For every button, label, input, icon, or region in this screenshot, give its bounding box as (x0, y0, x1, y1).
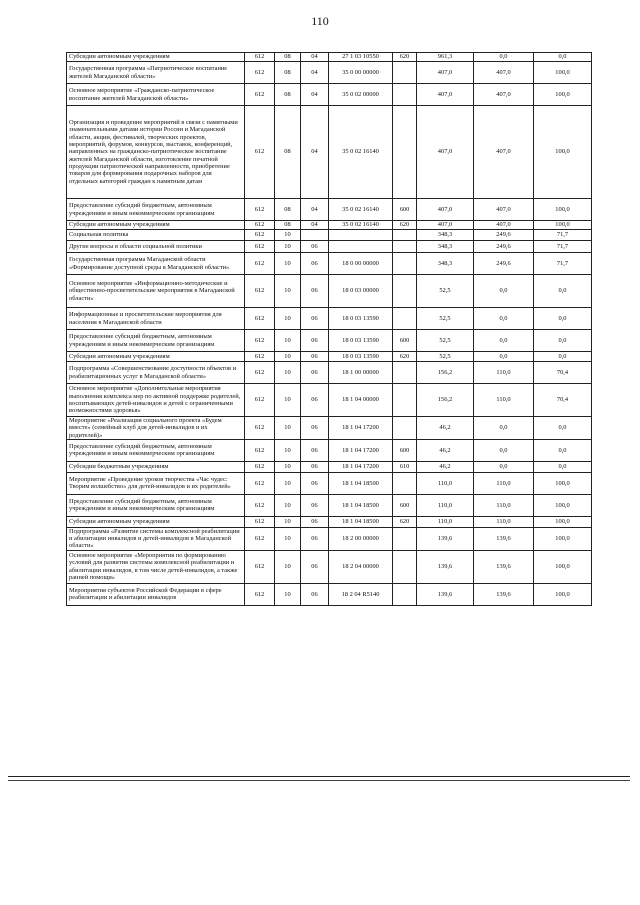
cell-name: Предоставление субсидий бюджетным, автономным учреждениям и иным некоммерческим организациям (67, 330, 245, 352)
table-row (67, 230, 592, 241)
cell-ved: 612 (245, 352, 275, 362)
cell-percent: 0,0 (534, 275, 592, 308)
table-row (67, 106, 592, 199)
cell-fact: 407,0 (474, 62, 534, 84)
cell-pr: 06 (301, 472, 329, 494)
table-row (67, 221, 592, 230)
cell-csr: 35 0 02 16140 (329, 199, 393, 221)
cell-pr: 04 (301, 53, 329, 62)
cell-ved: 612 (245, 362, 275, 384)
cell-percent: 70,4 (534, 362, 592, 384)
cell-fact: 110,0 (474, 362, 534, 384)
cell-pr: 06 (301, 241, 329, 253)
cell-pr: 04 (301, 199, 329, 221)
table-row (67, 417, 592, 440)
cell-csr: 18 1 04 17200 (329, 461, 393, 472)
cell-vr (393, 583, 417, 605)
cell-pr: 06 (301, 352, 329, 362)
cell-plan: 110,0 (417, 516, 474, 527)
cell-vr (393, 62, 417, 84)
cell-ved: 612 (245, 308, 275, 330)
cell-pr: 04 (301, 62, 329, 84)
cell-name: Субсидии бюджетным учреждениям (67, 461, 245, 472)
cell-csr: 18 2 00 00000 (329, 527, 393, 550)
cell-vr (393, 230, 417, 241)
cell-name: Субсидии автономным учреждениям (67, 352, 245, 362)
cell-plan: 46,2 (417, 461, 474, 472)
cell-rz: 08 (275, 53, 301, 62)
cell-percent: 100,0 (534, 84, 592, 106)
cell-vr: 600 (393, 199, 417, 221)
cell-vr (393, 550, 417, 583)
cell-name: Субсидии автономным учреждениям (67, 221, 245, 230)
cell-plan: 110,0 (417, 472, 474, 494)
cell-fact: 110,0 (474, 516, 534, 527)
cell-pr: 06 (301, 253, 329, 275)
cell-name: Предоставление субсидий бюджетным, автономным учреждениям и иным некоммерческим организациям (67, 199, 245, 221)
cell-name: Информационные и просветительские мероприятия для населения в Магаданской области (67, 308, 245, 330)
cell-csr: 18 0 00 00000 (329, 253, 393, 275)
cell-ved: 612 (245, 494, 275, 516)
cell-rz: 08 (275, 62, 301, 84)
cell-pr: 04 (301, 106, 329, 199)
cell-percent: 71,7 (534, 230, 592, 241)
cell-plan: 110,0 (417, 494, 474, 516)
table-row (67, 62, 592, 84)
cell-percent: 0,0 (534, 417, 592, 440)
table-row (67, 439, 592, 461)
cell-name: Основное мероприятие «Мероприятия по формированию условий для развития системы комплексной реабилитации и абилитации инвалидов, в том числе детей-инвалидов, а также ранней помощи» (67, 550, 245, 583)
cell-csr: 18 1 04 00000 (329, 384, 393, 417)
cell-name: Другие вопросы в области социальной политики (67, 241, 245, 253)
cell-ved: 612 (245, 550, 275, 583)
cell-pr (301, 230, 329, 241)
cell-pr: 06 (301, 384, 329, 417)
cell-name: Предоставление субсидий бюджетным, автономным учреждениям и иным некоммерческим организациям (67, 494, 245, 516)
cell-fact: 110,0 (474, 494, 534, 516)
cell-pr: 06 (301, 516, 329, 527)
cell-csr: 18 1 04 18500 (329, 516, 393, 527)
cell-plan: 348,3 (417, 253, 474, 275)
cell-percent: 0,0 (534, 53, 592, 62)
cell-percent: 0,0 (534, 330, 592, 352)
cell-plan: 139,6 (417, 583, 474, 605)
cell-percent: 71,7 (534, 253, 592, 275)
table-row (67, 494, 592, 516)
cell-rz: 10 (275, 352, 301, 362)
cell-vr: 620 (393, 53, 417, 62)
cell-plan: 348,3 (417, 230, 474, 241)
cell-vr: 610 (393, 461, 417, 472)
cell-ved: 612 (245, 106, 275, 199)
cell-vr (393, 362, 417, 384)
cell-plan: 407,0 (417, 62, 474, 84)
cell-pr: 06 (301, 439, 329, 461)
cell-fact: 249,6 (474, 253, 534, 275)
table-row (67, 308, 592, 330)
footer-rule (8, 776, 630, 777)
cell-csr: 18 2 04 00000 (329, 550, 393, 583)
cell-name: Основное мероприятие «Дополнительные мероприятия выполнения комплекса мер по активной поддержке родителей, воспитывающих детей-инвалидов и детей с ограниченными возможностями здоровья» (67, 384, 245, 417)
cell-plan: 156,2 (417, 362, 474, 384)
cell-rz: 08 (275, 84, 301, 106)
cell-fact: 139,6 (474, 583, 534, 605)
cell-rz: 10 (275, 275, 301, 308)
table-row (67, 472, 592, 494)
cell-percent: 100,0 (534, 106, 592, 199)
table-row (67, 330, 592, 352)
cell-csr: 18 1 04 17200 (329, 417, 393, 440)
table-row (67, 384, 592, 417)
cell-rz: 10 (275, 330, 301, 352)
cell-fact: 139,6 (474, 550, 534, 583)
cell-ved: 612 (245, 384, 275, 417)
cell-rz: 10 (275, 583, 301, 605)
cell-rz: 10 (275, 308, 301, 330)
cell-csr: 27 1 03 10550 (329, 53, 393, 62)
cell-plan: 52,5 (417, 275, 474, 308)
cell-vr (393, 527, 417, 550)
cell-percent: 71,7 (534, 241, 592, 253)
cell-ved: 612 (245, 253, 275, 275)
cell-name: Организация и проведение мероприятий в связи с памятными знаменательными датами истории России и Магаданской области, акции, фестивалей, творческих проектов, мероприятий, форумов, конкурсов, выставок, конференций, направленных на гражданско-патриотическое воспитание жителей Магаданской области, изготовление печатной продукции патриотической направленности, приобретение товаров для формирования подарочных наборов для отдельных категорий граждан к памятным датам (67, 106, 245, 199)
cell-percent: 70,4 (534, 384, 592, 417)
cell-csr (329, 241, 393, 253)
table-row (67, 550, 592, 583)
table-row (67, 199, 592, 221)
cell-ved: 612 (245, 472, 275, 494)
cell-vr (393, 308, 417, 330)
cell-fact: 110,0 (474, 384, 534, 417)
cell-pr: 06 (301, 461, 329, 472)
cell-ved: 612 (245, 62, 275, 84)
cell-rz: 10 (275, 362, 301, 384)
table-row (67, 527, 592, 550)
cell-rz: 10 (275, 253, 301, 275)
cell-name: Государственная программа Магаданской области «Формирование доступной среды в Магаданской области» (67, 253, 245, 275)
cell-percent: 100,0 (534, 550, 592, 583)
cell-name: Предоставление субсидий бюджетным, автономным учреждениям и иным некоммерческим организациям (67, 439, 245, 461)
cell-name: Основное мероприятие «Информационно-методические и общественно-просветительские мероприятия в Магаданской области» (67, 275, 245, 308)
table-row (67, 516, 592, 527)
cell-plan: 52,5 (417, 330, 474, 352)
table-row (67, 241, 592, 253)
cell-plan: 139,6 (417, 550, 474, 583)
cell-plan: 961,3 (417, 53, 474, 62)
cell-ved: 612 (245, 230, 275, 241)
cell-fact: 0,0 (474, 308, 534, 330)
cell-pr: 06 (301, 308, 329, 330)
cell-vr (393, 472, 417, 494)
cell-plan: 407,0 (417, 84, 474, 106)
cell-vr: 600 (393, 494, 417, 516)
table-row (67, 84, 592, 106)
cell-plan: 407,0 (417, 106, 474, 199)
cell-rz: 10 (275, 550, 301, 583)
cell-rz: 10 (275, 417, 301, 440)
cell-ved: 612 (245, 516, 275, 527)
page-number: 110 (311, 14, 329, 28)
cell-csr: 35 0 02 00000 (329, 84, 393, 106)
cell-vr (393, 106, 417, 199)
cell-plan: 407,0 (417, 221, 474, 230)
cell-pr: 06 (301, 330, 329, 352)
cell-csr: 35 0 02 16140 (329, 106, 393, 199)
cell-csr: 18 1 00 00000 (329, 362, 393, 384)
cell-vr: 600 (393, 439, 417, 461)
cell-fact: 0,0 (474, 275, 534, 308)
cell-pr: 06 (301, 494, 329, 516)
cell-fact: 139,6 (474, 527, 534, 550)
cell-percent: 100,0 (534, 583, 592, 605)
cell-vr: 600 (393, 330, 417, 352)
cell-plan: 348,3 (417, 241, 474, 253)
cell-pr: 04 (301, 84, 329, 106)
cell-plan: 139,6 (417, 527, 474, 550)
cell-pr: 06 (301, 417, 329, 440)
cell-name: Подпрограмма «Развитие системы комплексной реабилитации и абилитации инвалидов и детей-инвалидов в Магаданской области» (67, 527, 245, 550)
cell-percent: 100,0 (534, 62, 592, 84)
cell-pr: 06 (301, 362, 329, 384)
cell-vr (393, 253, 417, 275)
cell-plan: 46,2 (417, 439, 474, 461)
cell-rz: 10 (275, 516, 301, 527)
cell-percent: 100,0 (534, 516, 592, 527)
cell-pr: 04 (301, 221, 329, 230)
cell-name: Государственная программа «Патриотическое воспитание жителей Магаданской области» (67, 62, 245, 84)
cell-percent: 100,0 (534, 527, 592, 550)
cell-csr: 35 0 00 00000 (329, 62, 393, 84)
cell-rz: 08 (275, 106, 301, 199)
cell-rz: 10 (275, 384, 301, 417)
cell-ved: 612 (245, 330, 275, 352)
table-row (67, 362, 592, 384)
cell-percent: 0,0 (534, 308, 592, 330)
cell-name: Основное мероприятие «Гражданско-патриотическое воспитание жителей Магаданской области» (67, 84, 245, 106)
cell-vr: 620 (393, 516, 417, 527)
cell-name: Социальная политика (67, 230, 245, 241)
cell-csr: 18 0 03 13590 (329, 330, 393, 352)
cell-csr: 18 1 04 18500 (329, 472, 393, 494)
cell-rz: 10 (275, 527, 301, 550)
cell-ved: 612 (245, 417, 275, 440)
cell-plan: 52,5 (417, 352, 474, 362)
cell-plan: 156,2 (417, 384, 474, 417)
cell-rz: 10 (275, 461, 301, 472)
cell-fact: 249,6 (474, 230, 534, 241)
cell-name: Мероприятие «Проведение уроков творчества «Час чудес: Творим волшебство» для детей-инвалидов и их родителей» (67, 472, 245, 494)
cell-name: Субсидии автономным учреждениям (67, 516, 245, 527)
cell-rz: 10 (275, 472, 301, 494)
cell-fact: 0,0 (474, 330, 534, 352)
cell-percent: 0,0 (534, 461, 592, 472)
cell-percent: 0,0 (534, 352, 592, 362)
cell-name: Мероприятия субъектов Российской Федерации в сфере реабилитации и абилитации инвалидов (67, 583, 245, 605)
cell-fact: 249,6 (474, 241, 534, 253)
table-row (67, 583, 592, 605)
cell-vr: 620 (393, 352, 417, 362)
cell-percent: 100,0 (534, 472, 592, 494)
cell-percent: 0,0 (534, 439, 592, 461)
cell-csr: 18 1 04 18500 (329, 494, 393, 516)
cell-rz: 08 (275, 199, 301, 221)
cell-percent: 100,0 (534, 494, 592, 516)
cell-name: Подпрограмма «Совершенствование доступности объектов и реабилитационных услуг в Магаданской области» (67, 362, 245, 384)
cell-fact: 407,0 (474, 106, 534, 199)
cell-rz: 10 (275, 230, 301, 241)
cell-ved: 612 (245, 199, 275, 221)
table-row (67, 352, 592, 362)
cell-vr (393, 275, 417, 308)
cell-fact: 407,0 (474, 221, 534, 230)
cell-name: Мероприятие «Реализация социального проекта «Будем вместе» (семейный клуб для детей-инвалидов и их родителей)» (67, 417, 245, 440)
cell-ved: 612 (245, 241, 275, 253)
cell-vr: 620 (393, 221, 417, 230)
cell-csr (329, 230, 393, 241)
cell-fact: 0,0 (474, 461, 534, 472)
cell-fact: 407,0 (474, 199, 534, 221)
cell-fact: 0,0 (474, 352, 534, 362)
cell-ved: 612 (245, 439, 275, 461)
cell-percent: 100,0 (534, 199, 592, 221)
cell-vr (393, 241, 417, 253)
cell-fact: 110,0 (474, 472, 534, 494)
cell-ved: 612 (245, 583, 275, 605)
cell-fact: 0,0 (474, 417, 534, 440)
cell-fact: 0,0 (474, 439, 534, 461)
cell-ved: 612 (245, 84, 275, 106)
cell-vr (393, 384, 417, 417)
cell-ved: 612 (245, 275, 275, 308)
cell-plan: 52,5 (417, 308, 474, 330)
table-row (67, 461, 592, 472)
cell-rz: 10 (275, 241, 301, 253)
cell-pr: 06 (301, 550, 329, 583)
cell-fact: 407,0 (474, 84, 534, 106)
cell-pr: 06 (301, 583, 329, 605)
cell-ved: 612 (245, 527, 275, 550)
footer-rule-thin (8, 780, 630, 781)
cell-plan: 407,0 (417, 199, 474, 221)
cell-percent: 100,0 (534, 221, 592, 230)
cell-plan: 46,2 (417, 417, 474, 440)
cell-name: Субсидии автономным учреждениям (67, 53, 245, 62)
cell-ved: 612 (245, 53, 275, 62)
cell-vr (393, 84, 417, 106)
budget-table (66, 52, 592, 606)
table-row (67, 53, 592, 62)
cell-csr: 18 2 04 R5140 (329, 583, 393, 605)
cell-rz: 08 (275, 221, 301, 230)
cell-ved: 612 (245, 461, 275, 472)
cell-csr: 35 0 02 16140 (329, 221, 393, 230)
table-row (67, 275, 592, 308)
cell-ved: 612 (245, 221, 275, 230)
cell-rz: 10 (275, 494, 301, 516)
cell-csr: 18 0 03 13590 (329, 308, 393, 330)
cell-vr (393, 417, 417, 440)
cell-rz: 10 (275, 439, 301, 461)
table-row (67, 253, 592, 275)
cell-pr: 06 (301, 527, 329, 550)
cell-csr: 18 0 03 13590 (329, 352, 393, 362)
cell-pr: 06 (301, 275, 329, 308)
cell-csr: 18 0 03 00000 (329, 275, 393, 308)
cell-csr: 18 1 04 17200 (329, 439, 393, 461)
cell-fact: 0,0 (474, 53, 534, 62)
